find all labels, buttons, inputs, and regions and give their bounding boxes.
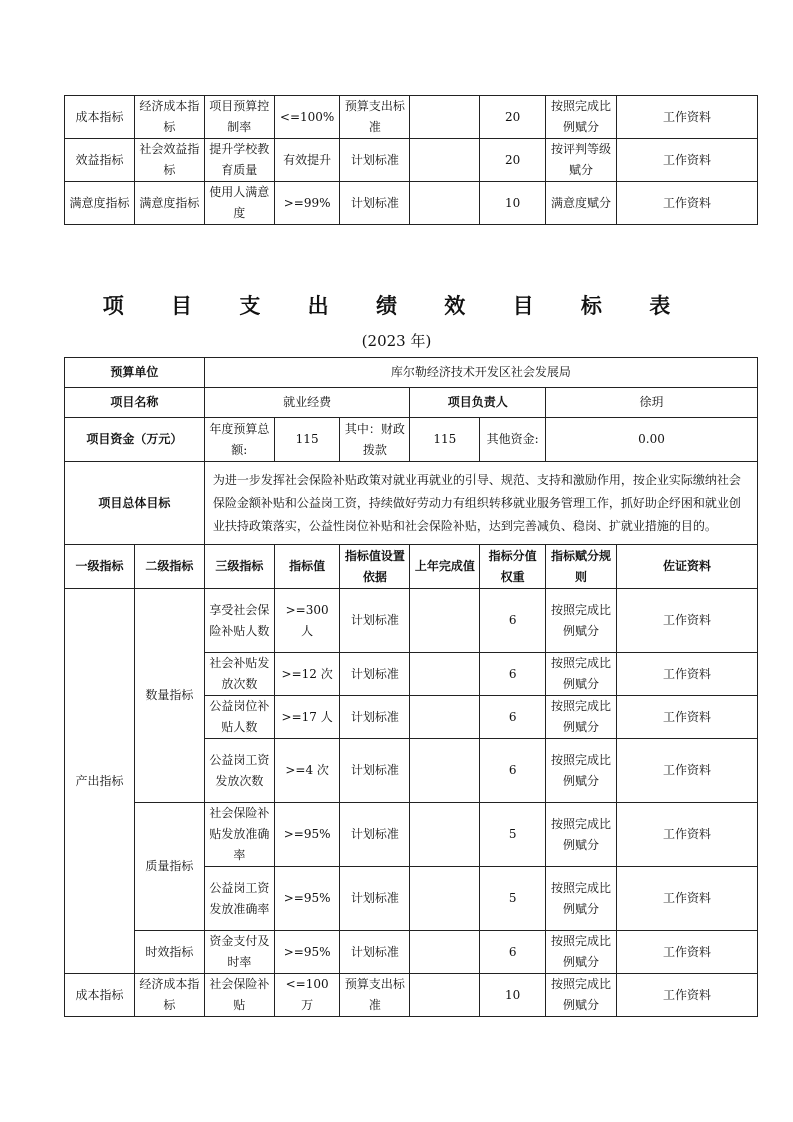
project-fund-label: 项目资金（万元） <box>65 418 205 462</box>
indicator-value: <=100 万 <box>274 974 340 1017</box>
indicator-weight: 20 <box>480 96 546 139</box>
header-weight: 指标分值权重 <box>480 545 546 589</box>
value-basis: 计划标准 <box>340 803 410 867</box>
header-value: 指标值 <box>274 545 340 589</box>
indicator-value: >=95% <box>274 867 340 931</box>
group-economic-cost-indicator: 经济成本指标 <box>134 974 204 1017</box>
overall-goal-row <box>65 462 758 545</box>
evidence: 工作资料 <box>616 931 757 974</box>
level3-indicator: 资金支付及时率 <box>204 931 274 974</box>
table-row <box>65 974 758 1017</box>
indicator-value: >=4 次 <box>274 739 340 803</box>
last-year-value <box>410 653 480 696</box>
last-year-value <box>410 696 480 739</box>
indicator-weight: 20 <box>480 139 546 182</box>
indicator-weight: 6 <box>480 931 546 974</box>
project-name-row <box>65 388 758 418</box>
value-basis: 计划标准 <box>340 589 410 653</box>
header-basis: 指标值设置依据 <box>340 545 410 589</box>
last-year-value <box>410 182 480 225</box>
scoring-rule: 按照完成比例赋分 <box>546 653 617 696</box>
indicator-weight: 10 <box>480 974 546 1017</box>
other-funds-label: 其他资金: <box>480 418 546 462</box>
group-output-indicator: 产出指标 <box>65 589 135 974</box>
level3-indicator: 社会补贴发放次数 <box>204 653 274 696</box>
level1-indicator: 满意度指标 <box>65 182 135 225</box>
evidence: 工作资料 <box>616 182 757 225</box>
evidence: 工作资料 <box>616 96 757 139</box>
header-last-year: 上年完成值 <box>410 545 480 589</box>
indicator-value: >=12 次 <box>274 653 340 696</box>
level3-indicator: 公益岗位补贴人数 <box>204 696 274 739</box>
last-year-value <box>410 139 480 182</box>
level1-indicator: 成本指标 <box>65 96 135 139</box>
evidence: 工作资料 <box>616 739 757 803</box>
evidence: 工作资料 <box>616 653 757 696</box>
last-year-value <box>410 96 480 139</box>
scoring-rule: 按照完成比例赋分 <box>546 739 617 803</box>
budget-unit-row <box>65 358 758 388</box>
indicator-weight: 6 <box>480 696 546 739</box>
scoring-rule: 按照完成比例赋分 <box>546 589 617 653</box>
value-basis: 预算支出标准 <box>340 96 410 139</box>
value-basis: 计划标准 <box>340 653 410 696</box>
table-row <box>65 182 758 225</box>
value-basis: 计划标准 <box>340 931 410 974</box>
level3-indicator: 社会保险补贴发放准确率 <box>204 803 274 867</box>
project-leader-value: 徐玥 <box>546 388 758 418</box>
table-row <box>65 96 758 139</box>
budget-unit-value: 库尔勒经济技术开发区社会发展局 <box>204 358 757 388</box>
header-rule: 指标赋分规则 <box>546 545 617 589</box>
level2-indicator: 满意度指标 <box>134 182 204 225</box>
level3-indicator: 享受社会保险补贴人数 <box>204 589 274 653</box>
level1-indicator: 效益指标 <box>65 139 135 182</box>
level3-indicator: 公益岗工资发放准确率 <box>204 867 274 931</box>
header-level1: 一级指标 <box>65 545 135 589</box>
table-row <box>65 931 758 974</box>
indicator-value: >=95% <box>274 931 340 974</box>
indicator-value: >=99% <box>274 182 340 225</box>
level3-indicator: 提升学校教育质量 <box>204 139 274 182</box>
value-basis: 计划标准 <box>340 182 410 225</box>
project-name-value: 就业经费 <box>204 388 410 418</box>
header-row <box>65 545 758 589</box>
last-year-value <box>410 739 480 803</box>
indicator-value: >=300 人 <box>274 589 340 653</box>
evidence: 工作资料 <box>616 867 757 931</box>
table-row <box>65 803 758 867</box>
value-basis: 预算支出标准 <box>340 974 410 1017</box>
scoring-rule: 按照完成比例赋分 <box>546 974 617 1017</box>
scoring-rule: 按照完成比例赋分 <box>546 696 617 739</box>
level3-indicator: 使用人满意度 <box>204 182 274 225</box>
group-timeliness-indicator: 时效指标 <box>134 931 204 974</box>
last-year-value <box>410 931 480 974</box>
level2-indicator: 经济成本指标 <box>134 96 204 139</box>
annual-budget-label: 年度预算总额: <box>204 418 274 462</box>
previous-page-table-fragment <box>64 95 758 225</box>
evidence: 工作资料 <box>616 803 757 867</box>
last-year-value <box>410 974 480 1017</box>
scoring-rule: 按照完成比例赋分 <box>546 867 617 931</box>
evidence: 工作资料 <box>616 589 757 653</box>
performance-target-table <box>64 357 758 1017</box>
page-title: 项 目 支 出 绩 效 目 标 表 <box>102 293 691 318</box>
other-funds-value: 0.00 <box>546 418 758 462</box>
overall-goal-text: 为进一步发挥社会保险补贴政策对就业再就业的引导、规范、支持和激励作用，按企业实际缴纳社会保险金额补贴和公益岗工资，持续做好劳动力有组织转移就业服务管理工作，抓好助企纾困和就业创业扶持政策落实，公益性岗位补贴和社会保险补贴，达到完善减负、稳岗、扩就业措施的目的。 <box>204 462 757 545</box>
level3-indicator: 社会保险补贴 <box>204 974 274 1017</box>
project-fund-row <box>65 418 758 462</box>
evidence: 工作资料 <box>616 696 757 739</box>
fiscal-allocation-value: 115 <box>410 418 480 462</box>
group-quality-indicator: 质量指标 <box>134 803 204 931</box>
value-basis: 计划标准 <box>340 139 410 182</box>
level2-indicator: 社会效益指标 <box>134 139 204 182</box>
header-evidence: 佐证资料 <box>616 545 757 589</box>
overall-goal-label: 项目总体目标 <box>65 462 205 545</box>
fiscal-allocation-label: 其中：财政拨款 <box>340 418 410 462</box>
budget-unit-label: 预算单位 <box>65 358 205 388</box>
scoring-rule: 按照完成比例赋分 <box>546 803 617 867</box>
last-year-value <box>410 803 480 867</box>
last-year-value <box>410 867 480 931</box>
group-cost-indicator: 成本指标 <box>65 974 135 1017</box>
project-leader-label: 项目负责人 <box>410 388 546 418</box>
last-year-value <box>410 589 480 653</box>
year-subtitle: (2023 年) <box>361 332 432 350</box>
evidence: 工作资料 <box>616 139 757 182</box>
scoring-rule: 按照完成比例赋分 <box>545 96 616 139</box>
header-level3: 三级指标 <box>204 545 274 589</box>
scoring-rule: 按照完成比例赋分 <box>546 931 617 974</box>
indicator-weight: 5 <box>480 867 546 931</box>
indicator-value: >=17 人 <box>274 696 340 739</box>
indicator-weight: 10 <box>480 182 546 225</box>
project-name-label: 项目名称 <box>65 388 205 418</box>
level3-indicator: 项目预算控制率 <box>204 96 274 139</box>
indicator-weight: 6 <box>480 653 546 696</box>
table-row <box>65 589 758 653</box>
scoring-rule: 按评判等级赋分 <box>545 139 616 182</box>
indicator-value: >=95% <box>274 803 340 867</box>
value-basis: 计划标准 <box>340 867 410 931</box>
indicator-weight: 5 <box>480 803 546 867</box>
group-quantity-indicator: 数量指标 <box>134 589 204 803</box>
indicator-value: 有效提升 <box>274 139 340 182</box>
value-basis: 计划标准 <box>340 739 410 803</box>
evidence: 工作资料 <box>616 974 757 1017</box>
indicator-weight: 6 <box>480 739 546 803</box>
table-row <box>65 139 758 182</box>
level3-indicator: 公益岗工资发放次数 <box>204 739 274 803</box>
indicator-value: <=100% <box>274 96 340 139</box>
indicator-weight: 6 <box>480 589 546 653</box>
value-basis: 计划标准 <box>340 696 410 739</box>
scoring-rule: 满意度赋分 <box>545 182 616 225</box>
annual-budget-value: 115 <box>274 418 340 462</box>
header-level2: 二级指标 <box>134 545 204 589</box>
